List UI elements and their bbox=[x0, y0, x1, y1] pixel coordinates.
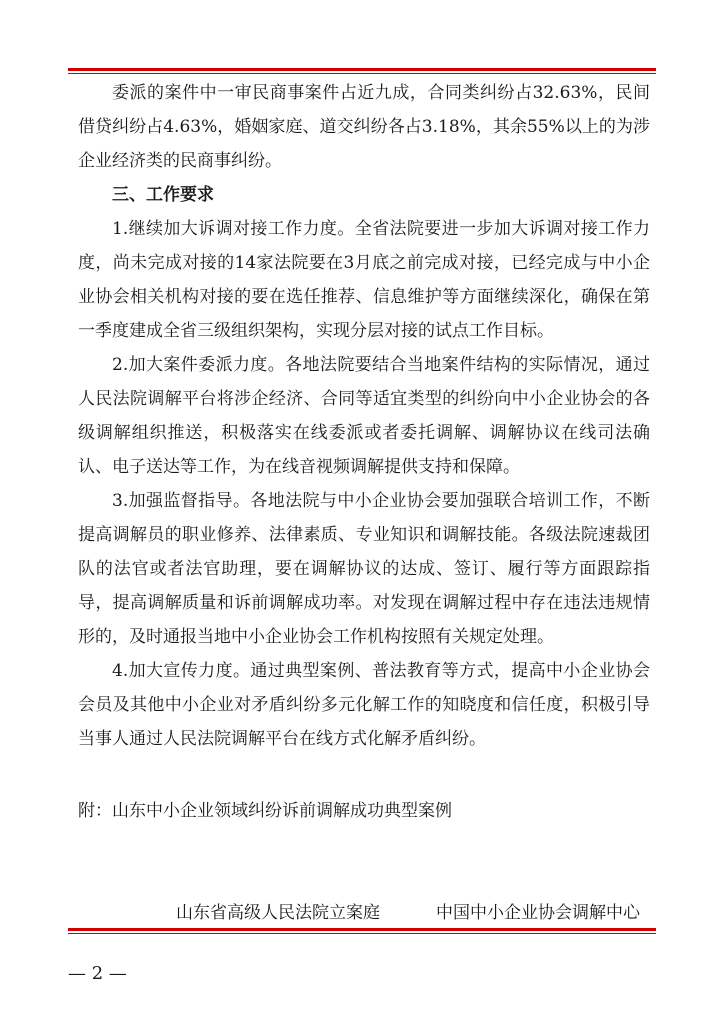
bottom-rule-thick bbox=[68, 928, 656, 931]
paragraph-item-3: 3.加强监督指导。各地法院与中小企业协会要加强联合培训工作，不断提高调解员的职业修养、法律素质、专业知识和调解技能。各级法院速裁团队的法官或者法官助理，要在调解协议的达成、签订、履行等方面跟踪指导，提高调解质量和诉前调解成功率。对发现在调解过程中存在违法违规情形的，及时通报当地中小企业协会工作机构按照有关规定处理。 bbox=[78, 491, 650, 647]
bottom-red-rule bbox=[68, 928, 656, 934]
top-rule-thick bbox=[68, 68, 656, 71]
top-red-rule bbox=[68, 68, 656, 74]
top-rule-thin bbox=[68, 73, 656, 74]
paragraph-item-1: 1.继续加大诉调对接工作力度。全省法院要进一步加大诉调对接工作力度，尚未完成对接的14家法院要在3月底之前完成对接，已经完成与中小企业协会相关机构对接的要在选任推荐、信息维护等方面继续深化，确保在第一季度建成全省三级组织架构，实现分层对接的试点工作目标。 bbox=[78, 219, 650, 341]
attachment-note: 附：山东中小企业领域纠纷诉前调解成功典型案例 bbox=[78, 801, 452, 821]
signature-left: 山东省高级人民法院立案庭 bbox=[176, 903, 380, 923]
paragraph-case-stats: 委派的案件中一审民商事案件占近九成，合同类纠纷占32.63%，民间借贷纠纷占4.63%，婚姻家庭、道交纠纷各占3.18%，其余55%以上的为涉企业经济类的民商事纠纷。 bbox=[78, 83, 650, 171]
paragraph-item-4: 4.加大宣传力度。通过典型案例、普法教育等方式，提高中小企业协会会员及其他中小企业对矛盾纠纷多元化解工作的知晓度和信任度，积极引导当事人通过人民法院调解平台在线方式化解矛盾纠纷。 bbox=[78, 661, 650, 749]
section-heading: 三、工作要求 bbox=[112, 185, 214, 205]
signature-right: 中国中小企业协会调解中心 bbox=[436, 903, 640, 923]
paragraph-item-2: 2.加大案件委派力度。各地法院要结合当地案件结构的实际情况，通过人民法院调解平台将涉企经济、合同等适宜类型的纠纷向中小企业协会的各级调解组织推送，积极落实在线委派或者委托调解、调解协议在线司法确认、电子送达等工作，为在线音视频调解提供支持和保障。 bbox=[78, 355, 650, 477]
page-number: — 2 — bbox=[68, 963, 127, 984]
document-body bbox=[78, 76, 650, 756]
bottom-rule-thin bbox=[68, 933, 656, 934]
